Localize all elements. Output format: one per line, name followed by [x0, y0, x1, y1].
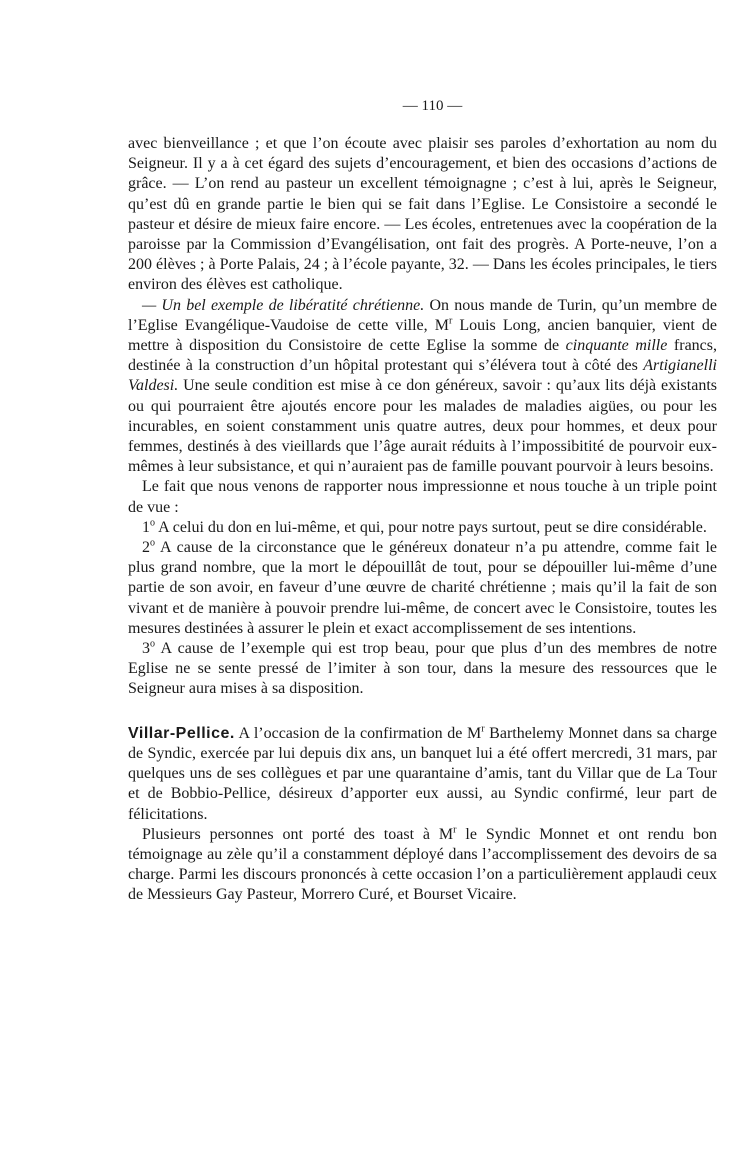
paragraph-villar-pellice: Villar-Pellice. A l’occasion de la confirmation de $M^r$ Barthelemy Monnet dans sa charge de Syndic, exercée par lui depuis dix ans, un banquet lui a été offert mercredi, 31 mars, par quelques uns de ses collègues et par une quarantaine d’amis, tant du Villar que de La Tour et de Bobbio-Pellice, désireux d’apporter eux aussi, au Syndic confirmé, leur part de félicitations. — [128, 723, 717, 823]
paragraph-commentary: Le fait que nous venons de rapporter nous impressionne et nous touche à un triple point de vue : — [128, 478, 717, 516]
paragraph-point-2: 2$^o$ A cause de la circonstance que le généreux donateur n’a pu attendre, comme fait le plus grand nombre, que la mort le dépouillât de tout, pour se dépouiller lui-même d’une partie de son avoir, en faveur d’une œuvre de charité chrétienne ; mais qu’il la fait de son vivant et de manière à pouvoir prendre lui-même, de concert avec le Consistoire, toutes les mesures destinées à assurer le plein et exact accomplissement de ses intentions. — [128, 537, 717, 637]
document-page — [128, 98, 717, 906]
paragraph-toasts: Plusieurs personnes ont porté des toast à $M^r$ le Syndic Monnet et ont rendu bon témoignage au zèle qu’il a constamment déployé dans l’accomplissement des devoirs de sa charge. Parmi les discours prononcés à cette occasion l’on a particulièrement applaudi ceux de Messieurs Gay Pasteur, Morrero Curé, et Bourset Vicaire. — [128, 824, 717, 904]
paragraph-donation-news: — Un bel exemple de libératité chrétienne. On nous mande de Turin, qu’un membre de l’Eglise Evangélique-Vaudoise de cette ville, $M^r$ Louis Long, ancien banquier, vient de mettre à disposition du Consistoire de cette Eglise la somme de cinquante mille francs, destinée à la construction d’un hôpital protestant qui s’élévera tout à côté des Artigianelli Valdesi. Une seule condition est mise à ce don généreux, savoir : qu’aux lits déjà existants ou qui pourraient être ajoutés encore pour les malades de maladies aigües, ou pour les incurables, en soient constamment unis quatre autres, deux pour hommes, et deux pour femmes, destinés à des vieillards que l’âge aurait réduits à l’impossibitité de pourvoir eux-mêmes à leur subsistance, et qui n’auraient pas de famille pouvant pourvoir à leurs besoins. — [128, 296, 718, 476]
paragraph-church-report: avec bienveillance ; et que l’on écoute avec plaisir ses paroles d’exhortation au nom du Seigneur. Il y a à cet égard des sujets d’encouragement, et bien des occasions d’actions de grâce. — L’on rend au pasteur un excellent témoignagne ; c’est à lui, après le Seigneur, qu’est dû en grande partie le bien qui se fait dans l’Eglise. Le Consistoire a secondé le pasteur et désire de mieux faire encore. — Les écoles, entretenues avec la coopération de la paroisse par la Commission d’Evangélisation, ont fait des progrès. A Porte-neuve, l’on a 200 élèves ; à Porte Palais, 24 ; à l’école payante, 32. — Dans les écoles principales, le tiers environ des élèves est catholique. — [128, 135, 717, 294]
paragraph-point-3: 3$^o$ A cause de l’exemple qui est trop beau, pour que plus d’un des membres de notre Eglise ne se sente pressé de l’imiter à son tour, dans la mesure des ressources que le Seigneur aura mises à sa disposition. — [128, 638, 717, 698]
page-number: — 110 — — [402, 98, 463, 114]
section-heading-villar-pellice: Villar-Pellice. — [128, 724, 235, 742]
section-lead: — Un bel exemple de libératité chrétienne. — [142, 296, 425, 314]
paragraph-point-1: 1$^o$ A celui du don en lui-même, et qui, pour notre pays surtout, peut se dire considérable. — [142, 517, 707, 536]
